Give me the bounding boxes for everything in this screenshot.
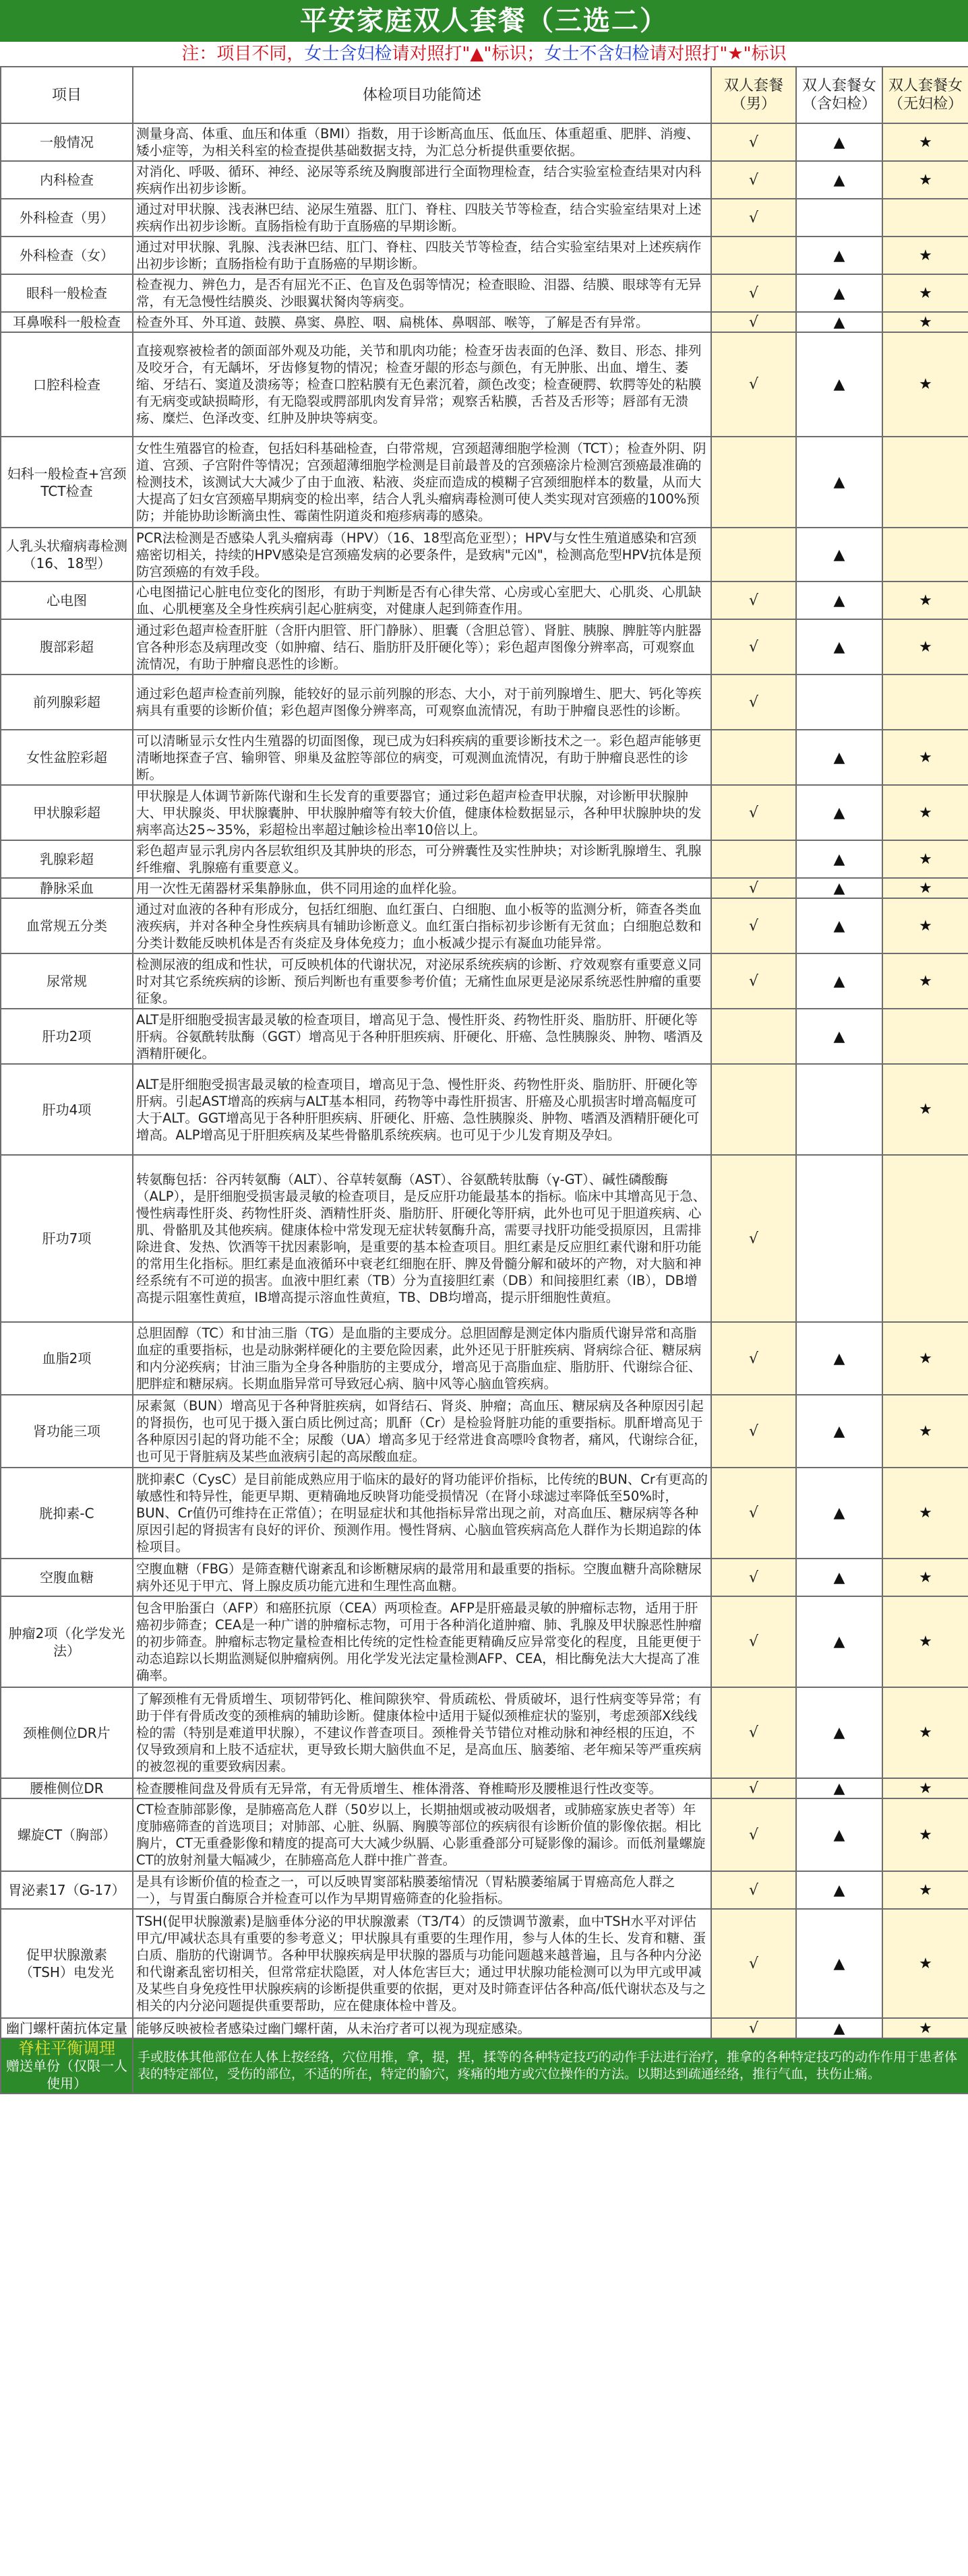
- table-row: [1, 840, 968, 878]
- table-row: [1, 161, 968, 199]
- table-row: [1, 582, 968, 619]
- item-name: 促甲状腺激素（TSH）电发光: [1, 1909, 133, 2018]
- female-nogyn-mark: ★: [882, 898, 968, 953]
- item-description: 尿素氮（BUN）增高见于各种肾脏疾病，如肾结石、肾炎、肿瘤；高血压、糖尿病及各种原因引起的肾损伤，也可见于摄入蛋白质比例过高；肌酐（Cr）是检验肾脏功能的重要指标。肌酐增高见于各种原因引起的肾功能不全；尿酸（UA）增高多见于经常进食高嘌呤食物者，痛风，代谢综合征，也可见于肾脏病及某些血液病引起的高尿酸血症。: [133, 1395, 711, 1468]
- package-table: [0, 66, 968, 2094]
- female-gyn-mark: ▲: [796, 878, 882, 898]
- item-name: 肝功7项: [1, 1155, 133, 1322]
- female-nogyn-mark: ★: [882, 1687, 968, 1778]
- item-description: 心电图描记心脏电位变化的图形，有助于判断是否有心律失常、心房或心室肥大、心肌炎、心肌缺血、心肌梗塞及全身性疾病引起心脏病变，对健康人起到筛查作用。: [133, 582, 711, 619]
- female-nogyn-mark: ★: [882, 312, 968, 332]
- male-mark: √: [711, 274, 796, 312]
- female-gyn-mark: ▲: [796, 1778, 882, 1798]
- male-mark: √: [711, 1468, 796, 1559]
- table-row: [1, 274, 968, 312]
- female-nogyn-mark: [882, 1009, 968, 1064]
- female-gyn-mark: ▲: [796, 1468, 882, 1559]
- footer-item-main: 脊柱平衡调理: [18, 2039, 115, 2058]
- female-nogyn-mark: ★: [882, 582, 968, 619]
- male-mark: √: [711, 898, 796, 953]
- item-name: 前列腺彩超: [1, 674, 133, 730]
- female-nogyn-mark: [882, 528, 968, 582]
- item-description: 用一次性无菌器材采集静脉血，供不同用途的血样化验。: [133, 878, 711, 898]
- item-description: PCR法检测是否感染人乳头瘤病毒（HPV）（16、18型高危亚型）；HPV与女性生殖道感染和宫颈癌密切相关，持续的HPV感染是宫颈癌发病的必要条件，是致病"元凶"，检测高危型HPV抗体是预防宫颈癌的有效手段。: [133, 528, 711, 582]
- female-nogyn-mark: ★: [882, 1596, 968, 1687]
- male-mark: [711, 840, 796, 878]
- item-description: 检查视力、辨色力，是否有屈光不正、色盲及色弱等情况；检查眼睑、泪器、结膜、眼球等有无异常，有无急慢性结膜炎、沙眼翼状胬肉等病变。: [133, 274, 711, 312]
- female-nogyn-mark: ★: [882, 2018, 968, 2038]
- female-nogyn-mark: ★: [882, 840, 968, 878]
- item-description: 转氨酶包括：谷丙转氨酶（ALT）、谷草转氨酶（AST）、谷氨酰转肽酶（γ-GT）、碱性磷酸酶（ALP），是肝细胞受损害最灵敏的检查项目，是反应肝功能最基本的指标。临床中其增高见于急、慢性病毒性肝炎、药物性肝炎、酒精性肝炎、脂肪肝、肝硬化等肝病，此外也可见于胆道疾病、心肌、骨骼肌及其他疾病。健康体检中常发现无症状转氨酶升高，需要寻找肝功能受损原因，且需排除进食、发热、饮酒等干扰因素影响，是重要的基本检查项目。胆红素是反应胆红素代谢和肝功能的常用生化指标。胆红素是血液循环中衰老红细胞在肝、脾及骨髓分解和破坏的产物，对大脑和神经系统有不可逆的损害。血液中胆红素（TB）分为直接胆红素（DB）和间接胆红素（IB），DB增高提示阻塞性黄疸，IB增高提示溶血性黄疸，TB、DB均增高，提示肝细胞性黄疸。: [133, 1155, 711, 1322]
- male-mark: [711, 730, 796, 785]
- female-nogyn-mark: ★: [882, 332, 968, 437]
- female-nogyn-mark: ★: [882, 878, 968, 898]
- table-row: [1, 1559, 968, 1596]
- female-gyn-mark: ▲: [796, 1322, 882, 1395]
- female-gyn-mark: ▲: [796, 953, 882, 1009]
- table-row: [1, 528, 968, 582]
- item-name: 血脂2项: [1, 1322, 133, 1395]
- male-mark: [711, 528, 796, 582]
- male-mark: √: [711, 1871, 796, 1909]
- table-row: [1, 785, 968, 840]
- footer-desc: 手或肢体其他部位在人体上按经络，穴位用推，拿，提，捏，揉等的各种特定技巧的动作手法进行治疗，推拿的各种特定技巧的动作作用于患者体表的特定部位，受伤的部位，不适的所在，特定的腧穴，疼痛的地方或穴位操作的方法。以期达到疏通经络，推行气血，扶伤止痛。: [133, 2038, 968, 2094]
- item-name: 螺旋CT（胸部）: [1, 1798, 133, 1871]
- item-description: 能够反映被检者感染过幽门螺杆菌，从未治疗者可以视为现症感染。: [133, 2018, 711, 2038]
- header-desc: 体检项目功能简述: [133, 67, 711, 123]
- male-mark: [711, 437, 796, 528]
- item-name: 妇科一般检查+宫颈TCT检查: [1, 437, 133, 528]
- item-name: 颈椎侧位DR片: [1, 1687, 133, 1778]
- female-nogyn-mark: ★: [882, 161, 968, 199]
- male-mark: √: [711, 582, 796, 619]
- item-name: 女性盆腔彩超: [1, 730, 133, 785]
- female-nogyn-mark: ★: [882, 1559, 968, 1596]
- female-gyn-mark: ▲: [796, 1909, 882, 2018]
- table-row: [1, 674, 968, 730]
- item-name: 空腹血糖: [1, 1559, 133, 1596]
- male-mark: √: [711, 1798, 796, 1871]
- item-description: 检查外耳、外耳道、鼓膜、鼻窦、鼻腔、咽、扁桃体、鼻咽部、喉等，了解是否有异常。: [133, 312, 711, 332]
- table-row: [1, 332, 968, 437]
- item-description: 女性生殖器官的检查，包括妇科基础检查，白带常规，宫颈超薄细胞学检测（TCT）；检查外阴、阴道、宫颈、子宫附件等情况；宫颈超薄细胞学检测是目前最普及的宫颈癌涂片检测宫颈癌最准确的检测技术，该测试大大减少了由于血液、粘液、炎症而造成的模糊子宫颈细胞样本的数量，从而大大提高了妇女宫颈癌早期病变的检出率，结合人乳头瘤病毒检测可使人类实现对宫颈癌的100%预防；并能协助诊断滴虫性、霉菌性阴道炎和疱疹病毒的感染。: [133, 437, 711, 528]
- female-gyn-mark: ▲: [796, 730, 882, 785]
- item-name: 乳腺彩超: [1, 840, 133, 878]
- table-row: [1, 730, 968, 785]
- item-description: 测量身高、体重、血压和体重（BMI）指数，用于诊断高血压、低血压、体重超重、肥胖、消瘦、矮小症等，为相关科室的检查提供基础数据支持，为汇总分析提供重要依据。: [133, 123, 711, 161]
- item-name: 静脉采血: [1, 878, 133, 898]
- item-description: 空腹血糖（FBG）是筛查糖代谢紊乱和诊断糖尿病的最常用和最重要的指标。空腹血糖升高除糖尿病外还见于甲亢、肾上腺皮质功能亢进和生理性高血糖。: [133, 1559, 711, 1596]
- female-gyn-mark: ▲: [796, 582, 882, 619]
- table-row: [1, 237, 968, 274]
- table-row: [1, 199, 968, 237]
- male-mark: √: [711, 878, 796, 898]
- item-description: TSH(促甲状腺激素)是脑垂体分泌的甲状腺激素（T3/T4）的反馈调节激素，血中TSH水平对评估甲亢/甲减状态具有重要的参考意义；甲状腺具有重要的生理作用，参与人体的生长、发育和糖、蛋白质、脂肪的代谢调节。各种甲状腺疾病是甲状腺的器质与功能问题越来越普遍，且与各种内分泌和代谢紊乱密切相关，但常常症状隐匿，对人体危害巨大；通过甲状腺功能检测可以为甲亢或甲减及某些自身免疫性甲状腺疾病的诊断提供重要的依据，更对及时筛查评估各种高/低代谢状态及与之相关的内分泌问题提供重要帮助，应在健康体检中普及。: [133, 1909, 711, 2018]
- item-name: 口腔科检查: [1, 332, 133, 437]
- item-name: 外科检查（女）: [1, 237, 133, 274]
- male-mark: √: [711, 332, 796, 437]
- item-description: 是具有诊断价值的检查之一，可以反映胃窦部粘膜萎缩情况（胃粘膜萎缩属于胃癌高危人群之一），与胃蛋白酶原合并检查可以作为早期胃癌筛查的化验指标。: [133, 1871, 711, 1909]
- female-nogyn-mark: ★: [882, 237, 968, 274]
- item-name: 胃泌素17（G-17）: [1, 1871, 133, 1909]
- item-name: 肝功4项: [1, 1064, 133, 1155]
- table-row: [1, 2018, 968, 2038]
- item-description: 检测尿液的组成和性状，可反映机体的代谢状况，对泌尿系统疾病的诊断、疗效观察有重要意义同时对其它系统疾病的诊断、预后判断也有重要参考价值；无痛性血尿更是泌尿系统恶性肿瘤的重要征象。: [133, 953, 711, 1009]
- note-prefix: 注：项目不同，: [181, 44, 305, 64]
- female-gyn-mark: ▲: [796, 1871, 882, 1909]
- male-mark: √: [711, 785, 796, 840]
- male-mark: √: [711, 1155, 796, 1322]
- male-mark: [711, 1064, 796, 1155]
- table-row: [1, 312, 968, 332]
- item-description: 包含甲胎蛋白（AFP）和癌胚抗原（CEA）两项检查。AFP是肝癌最灵敏的肿瘤标志物，适用于肝癌初步筛查；CEA是一种广谱的肿瘤标志物，可用于各种消化道肿瘤、肺、乳腺及甲状腺恶性肿瘤的初步筛查。肿瘤标志物定量检查相比传统的定性检查能更精确反应异常变化的程度，且能更便于动态追踪以长期监测疑似肿瘤病例。用化学发光法定量检测AFP、CEA，相比酶免法大大提高了准确率。: [133, 1596, 711, 1687]
- female-gyn-mark: ▲: [796, 274, 882, 312]
- male-mark: √: [711, 674, 796, 730]
- item-name: 腰椎侧位DR: [1, 1778, 133, 1798]
- item-description: 彩色超声显示乳房内各层软组织及其肿块的形态，可分辨囊性及实性肿块；对诊断乳腺增生、乳腺纤维瘤、乳腺癌有重要意义。: [133, 840, 711, 878]
- item-description: 对消化、呼吸、循环、神经、泌尿等系统及胸腹部进行全面物理检查，结合实验室检查结果对内科疾病作出初步诊断。: [133, 161, 711, 199]
- female-nogyn-mark: ★: [882, 1322, 968, 1395]
- female-gyn-mark: ▲: [796, 1798, 882, 1871]
- item-name: 心电图: [1, 582, 133, 619]
- note-mid2: 标识；: [491, 44, 545, 64]
- female-nogyn-mark: ★: [882, 1871, 968, 1909]
- female-gyn-mark: ▲: [796, 528, 882, 582]
- footer-row: [1, 2038, 968, 2094]
- male-mark: √: [711, 1778, 796, 1798]
- item-description: 总胆固醇（TC）和甘油三脂（TG）是血脂的主要成分。总胆固醇是测定体内脂质代谢异常和高脂血症的重要指标，也是动脉粥样硬化的主要危险因素，此外还见于肝脏疾病、肾病综合征、糖尿病和内分泌疾病；甘油三脂为全身各种脂肪的主要成分，增高见于高脂血症、脂肪肝、代谢综合征、肥胖症和糖尿病。长期血脂异常可导致冠心病、脑中风等心脑血管疾病。: [133, 1322, 711, 1395]
- female-gyn-mark: ▲: [796, 1687, 882, 1778]
- item-description: 通过对甲状腺、浅表淋巴结、泌尿生殖器、肛门、脊柱、四肢关节等检查，结合实验室结果对上述疾病作出初步诊断。直肠指检有助于直肠癌的早期诊断。: [133, 199, 711, 237]
- footer-item: [1, 2038, 133, 2094]
- female-gyn-mark: ▲: [796, 898, 882, 953]
- female-gyn-mark: [796, 1155, 882, 1322]
- male-mark: √: [711, 1687, 796, 1778]
- female-nogyn-mark: [882, 1155, 968, 1322]
- table-row: [1, 1009, 968, 1064]
- item-name: 肾功能三项: [1, 1395, 133, 1468]
- female-gyn-mark: ▲: [796, 1559, 882, 1596]
- female-nogyn-mark: ★: [882, 1395, 968, 1468]
- table-row: [1, 1468, 968, 1559]
- item-name: 尿常规: [1, 953, 133, 1009]
- header-item: 项目: [1, 67, 133, 123]
- female-nogyn-mark: ★: [882, 1798, 968, 1871]
- female-nogyn-mark: ★: [882, 1468, 968, 1559]
- female-gyn-mark: ▲: [796, 123, 882, 161]
- female-gyn-mark: ▲: [796, 840, 882, 878]
- note-mid1: 请对照打: [392, 44, 462, 64]
- female-gyn-mark: ▲: [796, 437, 882, 528]
- table-row: [1, 123, 968, 161]
- item-description: ALT是肝细胞受损害最灵敏的检查项目，增高见于急、慢性肝炎、药物性肝炎、脂肪肝、肝硬化等肝病。引起AST增高的疾病与ALT基本相同，药物等中毒性肝损害、肝癌及心肌损害时增高幅度可大于ALT。GGT增高见于各种肝胆疾病、肝硬化、肝癌、急性胰腺炎、肿物、嗜酒及酒精肝硬化可增高。ALP增高见于肝胆疾病及某些骨骼肌系统疾病。也可见于少儿发育期及孕妇。: [133, 1064, 711, 1155]
- table-row: [1, 878, 968, 898]
- male-mark: √: [711, 953, 796, 1009]
- male-mark: √: [711, 123, 796, 161]
- female-nogyn-mark: ★: [882, 1909, 968, 2018]
- female-nogyn-mark: ★: [882, 123, 968, 161]
- note-mark1: "▲": [462, 44, 492, 64]
- item-name: 肝功2项: [1, 1009, 133, 1064]
- note-mid3: 请对照打: [649, 44, 720, 64]
- table-header-row: [1, 67, 968, 123]
- female-gyn-mark: [796, 1064, 882, 1155]
- item-name: 幽门螺杆菌抗体定量: [1, 2018, 133, 2038]
- female-gyn-mark: ▲: [796, 312, 882, 332]
- table-row: [1, 1687, 968, 1778]
- item-name: 肿瘤2项（化学发光法）: [1, 1596, 133, 1687]
- female-nogyn-mark: [882, 437, 968, 528]
- item-name: 甲状腺彩超: [1, 785, 133, 840]
- header-male: 双人套餐（男）: [711, 67, 796, 123]
- female-nogyn-mark: [882, 674, 968, 730]
- item-description: 通过对甲状腺、乳腺、浅表淋巴结、肛门、脊柱、四肢关节等检查，结合实验室结果对上述疾病作出初步诊断；直肠指检有助于直肠癌的早期诊断。: [133, 237, 711, 274]
- item-description: 胱抑素C（CysC）是目前能成熟应用于临床的最好的肾功能评价指标，比传统的BUN、Cr有更高的敏感性和特异性，能更早期、更精确地反映肾功能受损情况（在肾小球滤过率降低至50%时，BUN、Cr值仍可维持在正常值）；在明显症状和其他指标异常出现之前，对高血压、糖尿病等各种原因引起的肾损害有良好的评价、预测作用。慢性肾病、心脑血管疾病高危人群作为长期追踪的体检项目。: [133, 1468, 711, 1559]
- female-nogyn-mark: ★: [882, 785, 968, 840]
- male-mark: [711, 237, 796, 274]
- item-description: 可以清晰显示女性内生殖器的切面图像，现已成为妇科疾病的重要诊断技术之一。彩色超声能够更清晰地探查子宫、输卵管、卵巢及盆腔等部位的病变，可观测血流情况，有助于肿瘤良恶性的诊断。: [133, 730, 711, 785]
- male-mark: √: [711, 1395, 796, 1468]
- female-gyn-mark: [796, 199, 882, 237]
- item-name: 内科检查: [1, 161, 133, 199]
- female-gyn-mark: ▲: [796, 332, 882, 437]
- female-gyn-mark: ▲: [796, 161, 882, 199]
- header-female-nogyn: 双人套餐女（无妇检）: [882, 67, 968, 123]
- item-description: 通过彩色超声检查前列腺，能较好的显示前列腺的形态、大小，对于前列腺增生、肥大、钙化等疾病具有重要的诊断价值；彩色超声图像分辨率高，可观察血流情况，有助于肿瘤良恶性的诊断。: [133, 674, 711, 730]
- female-nogyn-mark: ★: [882, 953, 968, 1009]
- female-gyn-mark: ▲: [796, 237, 882, 274]
- table-row: [1, 1596, 968, 1687]
- item-name: 一般情况: [1, 123, 133, 161]
- male-mark: √: [711, 1559, 796, 1596]
- female-gyn-mark: ▲: [796, 1009, 882, 1064]
- table-row: [1, 898, 968, 953]
- female-gyn-mark: [796, 674, 882, 730]
- female-gyn-mark: ▲: [796, 785, 882, 840]
- male-mark: √: [711, 1322, 796, 1395]
- female-nogyn-mark: [882, 199, 968, 237]
- table-row: [1, 1798, 968, 1871]
- item-name: 耳鼻喉科一般检查: [1, 312, 133, 332]
- item-description: ALT是肝细胞受损害最灵敏的检查项目，增高见于急、慢性肝炎、药物性肝炎、脂肪肝、肝硬化等肝病。谷氨酰转肽酶（GGT）增高见于各种肝胆疾病、肝硬化、肝癌、急性胰腺炎、肿物、嗜酒及酒精肝硬化。: [133, 1009, 711, 1064]
- table-row: [1, 953, 968, 1009]
- item-name: 外科检查（男）: [1, 199, 133, 237]
- female-gyn-mark: ▲: [796, 1596, 882, 1687]
- table-row: [1, 437, 968, 528]
- male-mark: √: [711, 161, 796, 199]
- item-name: 眼科一般检查: [1, 274, 133, 312]
- note-mark2: "★": [719, 44, 752, 64]
- item-description: 通过对血液的各种有形成分，包括红细胞、血红蛋白、白细胞、血小板等的监测分析，筛查各类血液疾病，并对各种全身性疾病具有辅助诊断意义。血红蛋白指标初步诊断有无贫血；白细胞总数和分类计数能反映机体是否有炎症及身体免疫力；血小板减少提示有凝血功能异常。: [133, 898, 711, 953]
- table-row: [1, 619, 968, 674]
- note-female-nogyn: 女士不含妇检: [544, 44, 650, 64]
- item-name: 人乳头状瘤病毒检测（16、18型）: [1, 528, 133, 582]
- table-row: [1, 1909, 968, 2018]
- item-description: 甲状腺是人体调节新陈代谢和生长发育的重要器官；通过彩色超声检查甲状腺，对诊断甲状腺肿大、甲状腺炎、甲状腺囊肿、甲状腺肿瘤等有较大价值，健康体检数据显示，各种甲状腺肿块的发病率高达25~35%，彩超检出率超过触诊检出率10倍以上。: [133, 785, 711, 840]
- male-mark: √: [711, 199, 796, 237]
- table-row: [1, 1871, 968, 1909]
- header-female-gyn: 双人套餐女（含妇检）: [796, 67, 882, 123]
- female-nogyn-mark: ★: [882, 274, 968, 312]
- female-nogyn-mark: ★: [882, 1064, 968, 1155]
- item-description: 检查腰椎间盘及骨质有无异常，有无骨质增生、椎体滑落、脊椎畸形及腰椎退行性改变等。: [133, 1778, 711, 1798]
- male-mark: √: [711, 312, 796, 332]
- item-description: CT检查肺部影像，是肺癌高危人群（50岁以上，长期抽烟或被动吸烟者，或肺癌家族史者等）年度肺癌筛查的首选项目；对肺部、心脏、纵膈、胸膜等部位的疾病很有诊断价值的影像依据。相比胸片，CT无重叠影像和精度的提高可大大减少纵膈、心影重叠部分可疑影像的漏诊。而低剂量螺旋CT的放射剂量大幅减少，在肺癌高危人群中推广普查。: [133, 1798, 711, 1871]
- note-suffix: 标识: [751, 44, 787, 64]
- female-nogyn-mark: ★: [882, 1778, 968, 1798]
- table-row: [1, 1322, 968, 1395]
- item-description: 了解颈椎有无骨质增生、项韧带钙化、椎间隙狭窄、骨质疏松、骨质破坏，退行性病变等异常；有助于伴有骨质改变的颈椎病的辅助诊断。健康体检中适用于疑似颈椎症状的鉴别，考虑颈部X线线检的需（特别是难道甲状腺），不建议作普查项目。颈椎骨关节错位对椎动脉和神经根的压迫，不仅导致颈肩和上肢不适症状，更导致长期大脑供血不足，是高血压、脑萎缩、老年痴呆等严重疾病的被忽视的重要致病因素。: [133, 1687, 711, 1778]
- male-mark: √: [711, 619, 796, 674]
- male-mark: √: [711, 1596, 796, 1687]
- female-gyn-mark: ▲: [796, 619, 882, 674]
- item-description: 直接观察被检者的颌面部外观及功能，关节和肌肉功能；检查牙齿表面的色泽、数目、形态、排列及咬牙合，有无龋坏，牙齿修复物的情况；检查牙龈的形态与颜色，有无肿胀、出血、增生、萎缩、牙结石、窦道及溃疡等；检查口腔粘膜有无色素沉着，颜色改变；检查硬腭、软腭等处的粘膜有无病变或缺损畸形，有无隐裂或腭部肌肉发育异常；观察舌粘膜，舌苔及舌形等；唇部有无溃疡、糜烂、色泽改变、红肿及肿块等病变。: [133, 332, 711, 437]
- item-name: 血常规五分类: [1, 898, 133, 953]
- legend-note: [0, 42, 968, 67]
- table-body: [1, 123, 968, 2038]
- item-name: 腹部彩超: [1, 619, 133, 674]
- male-mark: [711, 1009, 796, 1064]
- female-nogyn-mark: ★: [882, 619, 968, 674]
- table-row: [1, 1155, 968, 1322]
- item-description: 通过彩色超声检查肝脏（含肝内胆管、肝门静脉）、胆囊（含胆总管）、肾脏、胰腺、脾脏等内脏器官各种形态及病理改变（如肿瘤、结石、脂肪肝及肝硬化等）；彩色超声图像分辨率高，可观察血流情况，有助于肿瘤良恶性的诊断。: [133, 619, 711, 674]
- page-title: 平安家庭双人套餐（三选二）: [0, 0, 968, 42]
- footer-item-sub: 赠送单份（仅限一人使用）: [6, 2058, 127, 2092]
- female-nogyn-mark: ★: [882, 730, 968, 785]
- female-gyn-mark: ▲: [796, 2018, 882, 2038]
- item-name: 胱抑素-C: [1, 1468, 133, 1559]
- table-row: [1, 1778, 968, 1798]
- table-row: [1, 1064, 968, 1155]
- male-mark: √: [711, 1909, 796, 2018]
- male-mark: √: [711, 2018, 796, 2038]
- female-gyn-mark: ▲: [796, 1395, 882, 1468]
- note-female-gyn: 女士含妇检: [304, 44, 392, 64]
- table-row: [1, 1395, 968, 1468]
